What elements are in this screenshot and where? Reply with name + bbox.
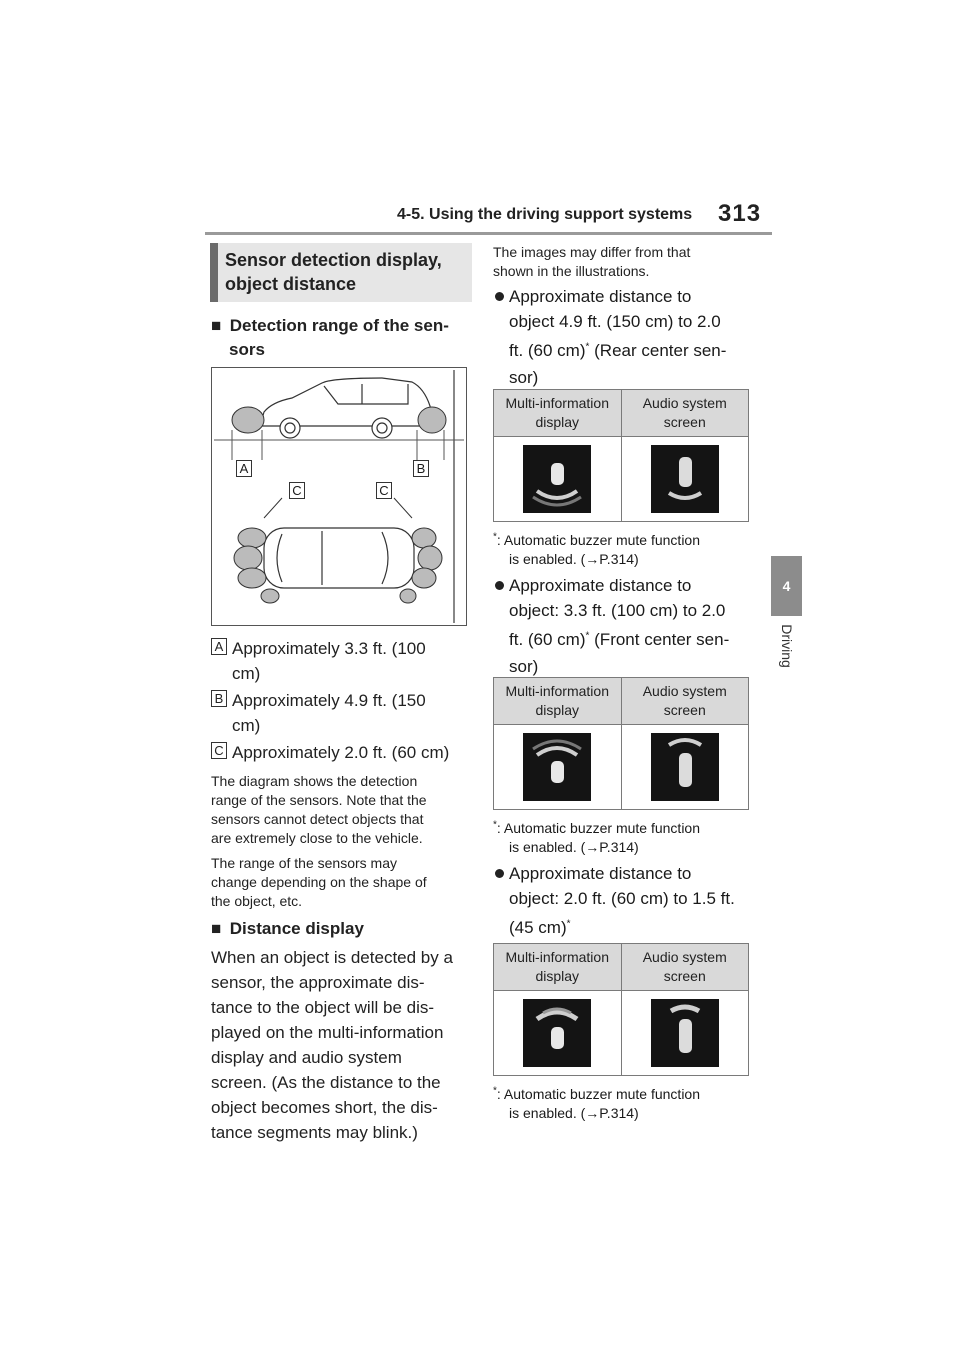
distance-bullet-rear [493, 284, 753, 387]
table-header-mid: Multi-information display [494, 390, 622, 437]
footnote-line: : Automatic buzzer mute function [496, 820, 701, 836]
table-header-mid: Multi-information display [494, 944, 622, 991]
bullet-line: object 4.9 ft. (150 cm) to 2.0 [509, 312, 721, 331]
note-line: The images may differ from that [493, 244, 691, 260]
note-line: sensors cannot detect objects that [211, 811, 424, 827]
body-line: display and audio system [211, 1048, 402, 1067]
distance-display-heading [211, 917, 473, 941]
chapter-tab-label [771, 616, 802, 676]
square-bullet-icon: ■ [211, 316, 222, 335]
legend-b-line2: cm) [232, 716, 261, 735]
footnote-line: : Automatic buzzer mute function [496, 1086, 701, 1102]
body-line: object becomes short, the dis- [211, 1098, 438, 1117]
bullet-line: sor) [509, 657, 539, 676]
square-bullet-icon: ■ [211, 919, 222, 938]
bullet-line: object: 2.0 ft. (60 cm) to 1.5 ft. [509, 889, 735, 908]
table-header-mid: Multi-information display [494, 678, 622, 725]
display-table-rear [493, 389, 749, 522]
body-line: played on the multi-information [211, 1023, 444, 1042]
footnote-3 [493, 1085, 753, 1123]
legend-item-b [211, 688, 471, 740]
table-header-audio: Audio system screen [621, 390, 749, 437]
bullet-line: object: 3.3 ft. (100 cm) to 2.0 [509, 601, 726, 620]
rear-sensor-zone [418, 407, 446, 433]
diagram-label-a: A [236, 460, 252, 477]
bullet-line: ft. (60 cm) [509, 630, 586, 649]
bullet-dot-icon [495, 581, 504, 590]
note-line: The diagram shows the detection [211, 773, 418, 789]
table-header-audio: Audio system screen [621, 678, 749, 725]
legend-item-a [211, 636, 471, 688]
distance-heading-text: Distance display [229, 919, 364, 938]
detection-heading-line2: sors [229, 340, 265, 359]
footnote-1 [493, 531, 753, 569]
front-sensor-zone [232, 407, 264, 433]
header-rule [205, 232, 772, 235]
distance-bullet-close [493, 861, 753, 937]
bullet-line: (Rear center sen- [589, 341, 727, 360]
chapter-tab-number: 4 [771, 556, 802, 616]
section-heading-line2: object distance [225, 274, 357, 294]
asterisk-mark: * [493, 531, 497, 543]
footnote-line: is enabled. (→P.314) [509, 839, 639, 855]
note-line: are extremely close to the vehicle. [211, 830, 423, 846]
legend-a-line1: Approximately 3.3 ft. (100 [232, 639, 426, 658]
asterisk-mark: * [493, 1085, 497, 1097]
detection-heading-line1: Detection range of the sen- [229, 316, 449, 335]
diagram-note-paragraph [211, 772, 473, 848]
note-line: shown in the illustrations. [493, 263, 650, 279]
bullet-dot-icon [495, 869, 504, 878]
section-heading-box [210, 243, 472, 302]
mid-display-image-close [494, 991, 622, 1076]
diagram-label-b: B [413, 460, 429, 477]
range-note-paragraph [211, 854, 473, 911]
distance-bullet-front [493, 573, 753, 676]
illustration-note [493, 243, 755, 281]
body-line: screen. (As the distance to the [211, 1073, 441, 1092]
legend-b-line1: Approximately 4.9 ft. (150 [232, 691, 426, 710]
legend-a-line2: cm) [232, 664, 261, 683]
legend-item-c [211, 740, 471, 766]
diagram-label-c-left: C [289, 482, 305, 499]
page-number: 313 [718, 200, 762, 227]
body-line: tance to the object will be dis- [211, 998, 435, 1017]
bullet-line: Approximate distance to [509, 864, 692, 883]
running-header-title: 4-5. Using the driving support systems [397, 206, 693, 223]
table-header-audio: Audio system screen [621, 944, 749, 991]
display-table-close [493, 943, 749, 1076]
note-line: the object, etc. [211, 893, 303, 909]
asterisk-mark: * [493, 819, 497, 831]
bullet-line: sor) [509, 368, 539, 387]
bullet-line: (45 cm) [509, 918, 567, 937]
distance-display-body [211, 945, 473, 1145]
chapter-tab-label-text: Driving [778, 624, 795, 668]
body-line: When an object is detected by a [211, 948, 453, 967]
note-line: change depending on the shape of [211, 874, 427, 890]
note-line: The range of the sensors may [211, 855, 397, 871]
footnote-line: is enabled. (→P.314) [509, 1105, 639, 1121]
note-line: range of the sensors. Note that the [211, 792, 427, 808]
legend-tag-a: A [211, 638, 227, 655]
bullet-line: ft. (60 cm) [509, 341, 586, 360]
footnote-line: is enabled. (→P.314) [509, 551, 639, 567]
legend-c-line1: Approximately 2.0 ft. (60 cm) [232, 743, 450, 762]
top-view-vehicle [264, 528, 414, 588]
bullet-line: Approximate distance to [509, 287, 692, 306]
section-heading-line1: Sensor detection display, [225, 250, 442, 270]
mid-display-image-rear [494, 437, 622, 522]
bullet-dot-icon [495, 292, 504, 301]
side-view-vehicle [260, 378, 434, 438]
diagram-label-c-right: C [376, 482, 392, 499]
body-line: sensor, the approximate dis- [211, 973, 425, 992]
audio-screen-image-front [621, 725, 749, 810]
asterisk-mark: * [585, 341, 590, 353]
sensor-detection-diagram [211, 367, 467, 626]
display-table-front [493, 677, 749, 810]
bullet-line: Approximate distance to [509, 576, 692, 595]
footnote-line: : Automatic buzzer mute function [496, 532, 701, 548]
detection-range-heading [211, 314, 473, 362]
asterisk-mark: * [566, 918, 571, 930]
legend-tag-b: B [211, 690, 227, 707]
body-line: tance segments may blink.) [211, 1123, 418, 1142]
sensor-range-illustration [212, 368, 466, 625]
legend-tag-c: C [211, 742, 227, 759]
asterisk-mark: * [585, 630, 590, 642]
bullet-line: (Front center sen- [589, 630, 730, 649]
audio-screen-image-rear [621, 437, 749, 522]
audio-screen-image-close [621, 991, 749, 1076]
footnote-2 [493, 819, 753, 857]
mid-display-image-front [494, 725, 622, 810]
